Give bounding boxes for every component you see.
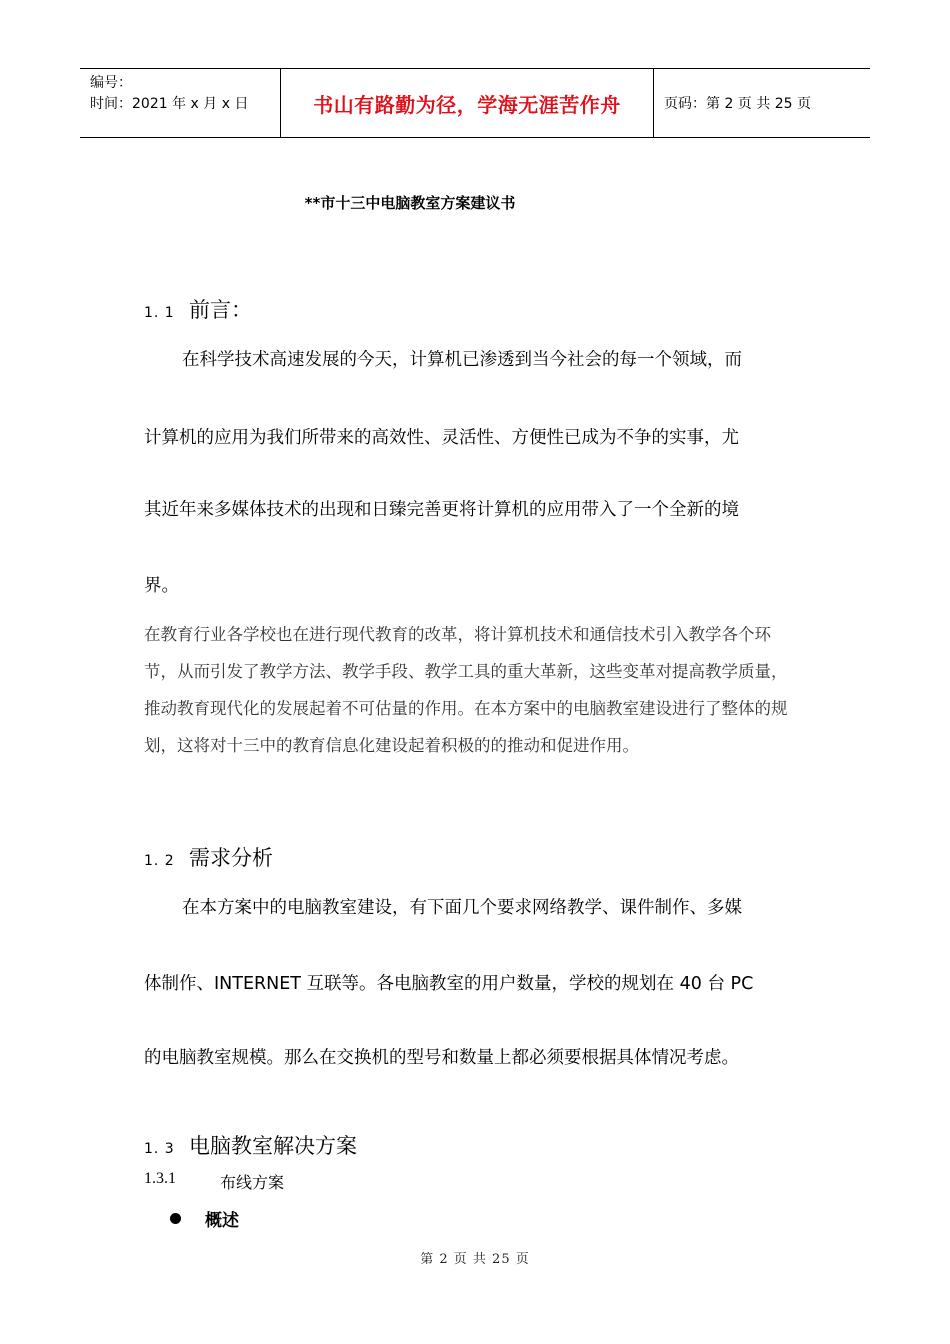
page-header [80, 68, 870, 138]
document-title: **市十三中电脑教室方案建议书 [304, 194, 516, 212]
header-meta [80, 69, 281, 137]
section-heading-solution [144, 1130, 357, 1160]
paragraph-line: 计算机的应用为我们所带来的高效性、灵活性、方便性已成为不争的实事，尤 [144, 428, 739, 448]
paragraph-line: 在本方案中的电脑教室建设，有下面几个要求网络教学、课件制作、多媒 [182, 898, 742, 918]
section-title: 需求分析 [189, 846, 273, 870]
preface-paragraph-2: 在教育行业各学校也在进行现代教育的改革，将计算机技术和通信技术引入教学各个环节，从而引发了教学方法、教学手段、教学工具的重大革新，这些变革对提高教学质量，推动教育现代化的发展起着不可估量的作用。在本方案中的电脑教室建设进行了整体的规划，这将对十三中的教育信息化建设起着积极的的推动和促进作用。 [144, 625, 788, 755]
page-footer: 第 2 页 共 25 页 [420, 1252, 530, 1267]
section-number: 1. 2 [144, 853, 175, 869]
section-heading-requirements [144, 842, 273, 872]
bullet-item-overview [170, 1206, 239, 1231]
section-title: 前言： [189, 298, 252, 322]
section-title: 电脑教室解决方案 [189, 1134, 357, 1158]
subsection-heading-cabling [144, 1170, 284, 1193]
section-number: 1. 1 [144, 305, 175, 321]
bullet-text: 概述 [205, 1211, 239, 1231]
document-number-label: 编号： [90, 75, 132, 91]
header-motto: 书山有路勤为径，学海无涯苦作舟 [281, 69, 654, 137]
paragraph-line: 体制作、INTERNET 互联等。各电脑教室的用户数量，学校的规划在 40 台 PC [144, 974, 754, 994]
paragraph-line: 界。 [144, 576, 179, 596]
paragraph-line: 的电脑教室规模。那么在交换机的型号和数量上都必须要根据具体情况考虑。 [144, 1048, 739, 1068]
paragraph-line: 其近年来多媒体技术的出现和日臻完善更将计算机的应用带入了一个全新的境 [144, 500, 739, 520]
document-date: 时间：2021 年 x 月 x 日 [90, 96, 249, 112]
subsection-title: 布线方案 [220, 1173, 285, 1192]
header-page-info: 页码：第 2 页 共 25 页 [664, 96, 811, 112]
section-number: 1. 3 [144, 1141, 175, 1157]
subsection-number: 1.3.1 [144, 1170, 176, 1187]
section-heading-preface [144, 294, 252, 324]
bullet-icon [170, 1213, 181, 1224]
paragraph-line: 在科学技术高速发展的今天，计算机已渗透到当今社会的每一个领域，而 [182, 350, 742, 370]
